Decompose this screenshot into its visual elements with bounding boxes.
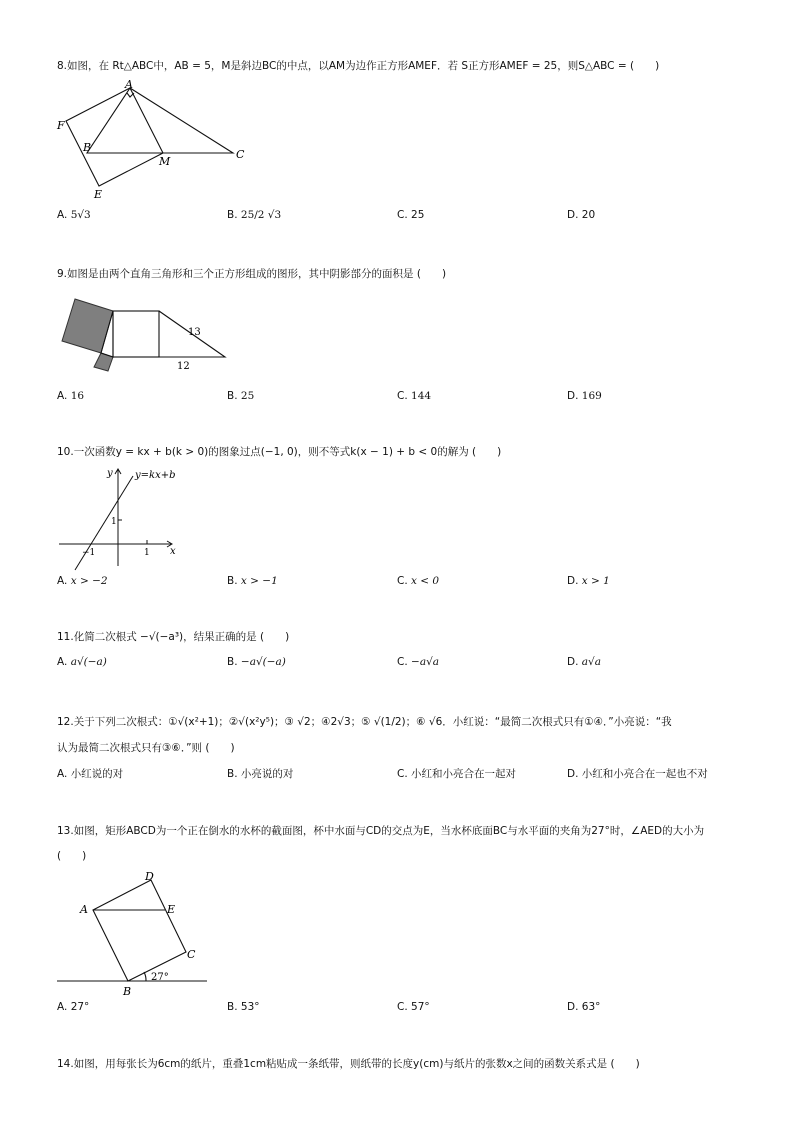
question-12-stem-line-1 xyxy=(57,714,672,730)
question-9-text: 9.如图是由两个直角三角形和三个正方形组成的图形，其中阴影部分的面积是 ( ) xyxy=(57,268,447,280)
label-c: C xyxy=(187,948,196,961)
label-13: 13 xyxy=(188,327,201,338)
label-m: M xyxy=(159,155,171,168)
label-neg-one: −1 xyxy=(82,548,96,558)
question-10-stem xyxy=(57,444,501,460)
q12-option-b[interactable]: B. 小亮说的对 xyxy=(227,768,294,780)
q9-option-b[interactable]: B. 25 xyxy=(227,390,255,402)
triangle-abc xyxy=(87,88,233,153)
label-a: A xyxy=(80,903,88,916)
question-8-text: 8.如图，在 Rt△ABC中，AB = 5，M是斜边BC的中点，以AM为边作正方形AMEF．若 S正方形AMEF = 25，则S△ABC = ( ) xyxy=(57,60,660,72)
square-amef xyxy=(66,88,163,186)
label-line: y=kx+b xyxy=(135,470,176,481)
q12-option-c[interactable]: C. 小红和小亮合在一起对 xyxy=(397,768,517,780)
label-e: E xyxy=(167,903,176,916)
q10-option-d[interactable]: D. x > 1 xyxy=(567,575,610,587)
question-8-stem xyxy=(57,58,659,74)
q9-option-c[interactable]: C. 144 xyxy=(397,390,432,402)
label-d: D xyxy=(145,870,154,883)
question-9-stem xyxy=(57,266,446,282)
q8-option-a[interactable]: A. 5√3 xyxy=(57,209,91,221)
q9-option-d[interactable]: D. 169 xyxy=(567,390,602,402)
q8-option-d[interactable]: D. 20 xyxy=(567,209,596,221)
q12-option-d[interactable]: D. 小红和小亮合在一起也不对 xyxy=(567,768,708,780)
question-11-stem xyxy=(57,629,289,645)
label-f: F xyxy=(57,119,65,132)
q10-option-b[interactable]: B. x > −1 xyxy=(227,575,278,587)
label-one-y: 1 xyxy=(111,517,117,527)
question-13-figure xyxy=(55,864,215,999)
question-8-figure xyxy=(55,78,255,203)
middle-square xyxy=(113,311,159,357)
label-c: C xyxy=(236,148,245,161)
q8-option-b[interactable]: B. 25/2 √3 xyxy=(227,209,282,221)
question-14-stem xyxy=(57,1056,640,1072)
label-a: A xyxy=(125,78,133,91)
q13-option-b[interactable]: B. 53° xyxy=(227,1001,260,1013)
q13-option-c[interactable]: C. 57° xyxy=(397,1001,430,1013)
label-12: 12 xyxy=(177,361,190,372)
question-13-stem-line-2 xyxy=(57,848,86,864)
question-9-figure xyxy=(55,294,235,374)
label-angle: 27° xyxy=(151,972,169,983)
q13-option-d[interactable]: D. 63° xyxy=(567,1001,601,1013)
question-12-stem-line-2 xyxy=(57,740,235,756)
rectangle-abcd xyxy=(93,880,186,981)
q13-option-a[interactable]: A. 27° xyxy=(57,1001,90,1013)
question-14-text: 14.如图，用每张长为6cm的纸片，重叠1cm粘贴成一条纸带，则纸带的长度y(cm)与纸片的张数x之间的函数关系式是 ( ) xyxy=(57,1058,640,1070)
angle-arc-27 xyxy=(144,972,146,981)
q11-option-a[interactable]: A. a√(−a) xyxy=(57,656,107,668)
q12-option-a[interactable]: A. 小红说的对 xyxy=(57,768,124,780)
question-10-text: 10.一次函数y = kx + b(k > 0)的图象过点(−1, 0)，则不等式k(x − 1) + b < 0的解为 ( ) xyxy=(57,446,502,458)
q11-option-c[interactable]: C. −a√a xyxy=(397,656,440,668)
label-x: x xyxy=(170,546,176,557)
label-one-x: 1 xyxy=(144,548,150,558)
question-12-text-2: 认为最简二次根式只有③⑥．”则 ( ) xyxy=(57,742,235,754)
question-10-figure xyxy=(55,466,185,571)
q11-option-b[interactable]: B. −a√(−a) xyxy=(227,656,286,668)
q10-option-c[interactable]: C. x < 0 xyxy=(397,575,440,587)
q9-option-a[interactable]: A. 16 xyxy=(57,390,85,402)
large-shaded-square xyxy=(62,299,113,353)
label-b: B xyxy=(83,141,92,154)
label-b: B xyxy=(123,985,132,998)
q8-option-c[interactable]: C. 25 xyxy=(397,209,425,221)
q11-option-d[interactable]: D. a√a xyxy=(567,656,601,668)
question-12-text-1: 12.关于下列二次根式：①√(x²+1)；②√(x²y⁵)；③ √2；④2√3；⑤ √(1/2)；⑥ √6．小红说：“最简二次根式只有①④．”小亮说：“我 xyxy=(57,716,672,728)
q10-option-a[interactable]: A. x > −2 xyxy=(57,575,108,587)
label-y: y xyxy=(107,468,113,479)
question-11-text: 11.化简二次根式 −√(−a³)，结果正确的是 ( ) xyxy=(57,631,290,643)
question-13-stem-line-1 xyxy=(57,823,704,839)
question-13-text-2: ( ) xyxy=(57,850,87,862)
label-e: E xyxy=(94,188,103,201)
question-13-text-1: 13.如图，矩形ABCD为一个正在倒水的水杯的截面图，杯中水面与CD的交点为E，当水杯底面BC与水平面的夹角为27°时，∠AED的大小为 xyxy=(57,825,705,837)
